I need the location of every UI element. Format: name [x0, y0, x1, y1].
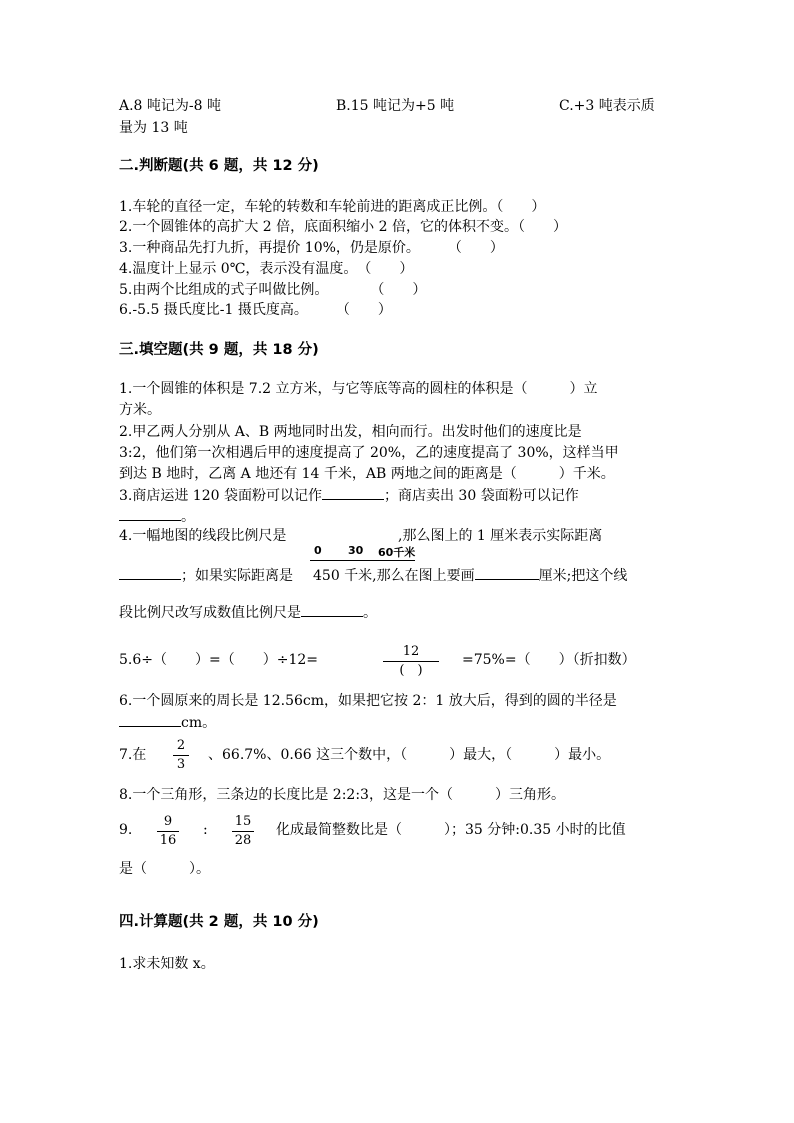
fraction-denominator: 3 — [176, 757, 186, 772]
fill-q8: 8.一个三角形，三条边的长度比是 2:2:3，这是一个（ ）三角形。 — [119, 787, 565, 803]
answer-blank[interactable] — [301, 602, 363, 617]
calc-q1: 1.求未知数 x。 — [119, 956, 215, 972]
judge-item-3: 3.一种商品先打九折，再提价 10%，仍是原价。 （ ） — [119, 240, 504, 256]
judge-item-5: 5.由两个比组成的式子叫做比例。 （ ） — [119, 282, 427, 298]
fraction-2-3 — [173, 738, 189, 773]
judge-item-6: 6.-5.5 摄氏度比-1 摄氏度高。 （ ） — [119, 302, 392, 318]
fraction-bar — [157, 831, 179, 832]
fill-q4-text-5: 厘米;把这个线 — [538, 568, 628, 584]
fraction-9-16 — [157, 814, 179, 849]
choice-c: C.+3 吨表示质 — [559, 98, 655, 114]
fill-q2-line3: 到达 B 地时，乙离 A 地还有 14 千米，AB 两地之间的距离是（ ）千米。 — [119, 466, 615, 482]
fill-q4-text-7: 。 — [363, 605, 377, 621]
fill-q1-line2: 方米。 — [119, 402, 161, 418]
fraction-bar — [383, 661, 439, 662]
fraction-denominator: 16 — [159, 833, 177, 848]
fill-q4-line3 — [119, 602, 377, 623]
fill-q6-line2 — [119, 712, 216, 733]
scale-bar-line — [310, 560, 415, 561]
choice-a: A.8 吨记为-8 吨 — [119, 98, 222, 114]
fraction-15-28 — [232, 814, 254, 849]
fraction-numerator: 12 — [402, 644, 420, 659]
fraction-denominator: 28 — [234, 833, 252, 848]
section-2-title: 二.判断题(共 6 题，共 12 分) — [119, 158, 319, 174]
fill-q3-end: 。 — [181, 509, 195, 525]
scale-bar-label-60: 60千米 — [378, 546, 416, 559]
fraction-12-over-blank — [383, 644, 439, 679]
answer-blank[interactable] — [475, 565, 539, 580]
judge-item-4: 4.温度计上显示 0℃，表示没有温度。 （ ） — [119, 261, 414, 277]
judge-item-1: 1.车轮的直径一定，车轮的转数和车轮前进的距离成正比例。（ ） — [119, 199, 546, 215]
fill-q6-text-2: cm。 — [181, 715, 217, 731]
fraction-bar — [173, 755, 189, 756]
fill-q4-text-3: ；如果实际距离是 — [181, 568, 293, 584]
fill-q3-text-1: 3.商店运进 120 袋面粉可以记作 — [119, 488, 322, 504]
fill-q9-colon: : — [203, 822, 208, 838]
scale-bar-label-30: 30 — [348, 544, 364, 557]
choice-b: B.15 吨记为+5 吨 — [336, 98, 455, 114]
fill-q9-number: 9. — [119, 822, 133, 838]
fraction-numerator: 2 — [176, 738, 186, 753]
fill-q9-line2: 是（ ）。 — [119, 861, 210, 877]
fill-q4-text-4: 450 千米,那么在图上要画 — [313, 568, 475, 584]
fill-q4-text-2: ,那么图上的 1 厘米表示实际距离 — [398, 528, 603, 544]
section-3-title: 三.填空题(共 9 题，共 18 分) — [119, 342, 319, 358]
fill-q1-line1: 1.一个圆锥的体积是 7.2 立方米，与它等底等高的圆柱的体积是（ ）立 — [119, 381, 598, 397]
fill-q7-text-1: 7.在 — [119, 747, 147, 763]
answer-blank[interactable] — [119, 565, 181, 580]
choice-c-continued: 量为 13 吨 — [119, 120, 188, 136]
fill-q4-text-1: 4.一幅地图的线段比例尺是 — [119, 528, 287, 544]
scale-bar-label-0: 0 — [314, 544, 322, 557]
fill-q6-line1: 6.一个圆原来的周长是 12.56cm，如果把它按 2：1 放大后，得到的圆的半径是 — [119, 693, 617, 709]
fill-q3-line2 — [119, 506, 195, 527]
fill-q9-text-2: 化成最简整数比是（ ）；35 分钟:0.35 小时的比值 — [276, 822, 626, 838]
judge-item-2: 2.一个圆锥体的高扩大 2 倍，底面积缩小 2 倍，它的体积不变。（ ） — [119, 219, 567, 235]
fill-q5-text-2: =75%=（ ）（折扣数） — [462, 652, 636, 668]
fill-q4-line2-b — [313, 565, 627, 586]
answer-blank[interactable] — [322, 485, 384, 500]
fraction-numerator: 9 — [163, 814, 173, 829]
answer-blank[interactable] — [119, 506, 181, 521]
fill-q2-line1: 2.甲乙两人分别从 A、B 两地同时出发，相向而行。出发时他们的速度比是 — [119, 424, 582, 440]
fraction-bar — [232, 831, 254, 832]
fill-q4-text-6: 段比例尺改写成数值比例尺是 — [119, 605, 301, 621]
fill-q5-text-1: 5.6÷（ ）=（ ）÷12= — [119, 652, 319, 668]
fraction-denominator[interactable]: ( ) — [399, 663, 423, 678]
fill-q7-text-2: 、66.7%、0.66 这三个数中，（ ）最大，（ ）最小。 — [208, 747, 611, 763]
fill-q2-line2: 3:2，他们第一次相遇后甲的速度提高了 20%，乙的速度提高了 30%，这样当甲 — [119, 445, 619, 461]
answer-blank[interactable] — [119, 712, 181, 727]
fraction-numerator: 15 — [234, 814, 252, 829]
fill-q4-line2 — [119, 565, 293, 586]
fill-q3-line1 — [119, 485, 579, 506]
fill-q3-text-2: ；商店卖出 30 袋面粉可以记作 — [383, 488, 579, 504]
section-4-title: 四.计算题(共 2 题，共 10 分) — [119, 914, 319, 930]
